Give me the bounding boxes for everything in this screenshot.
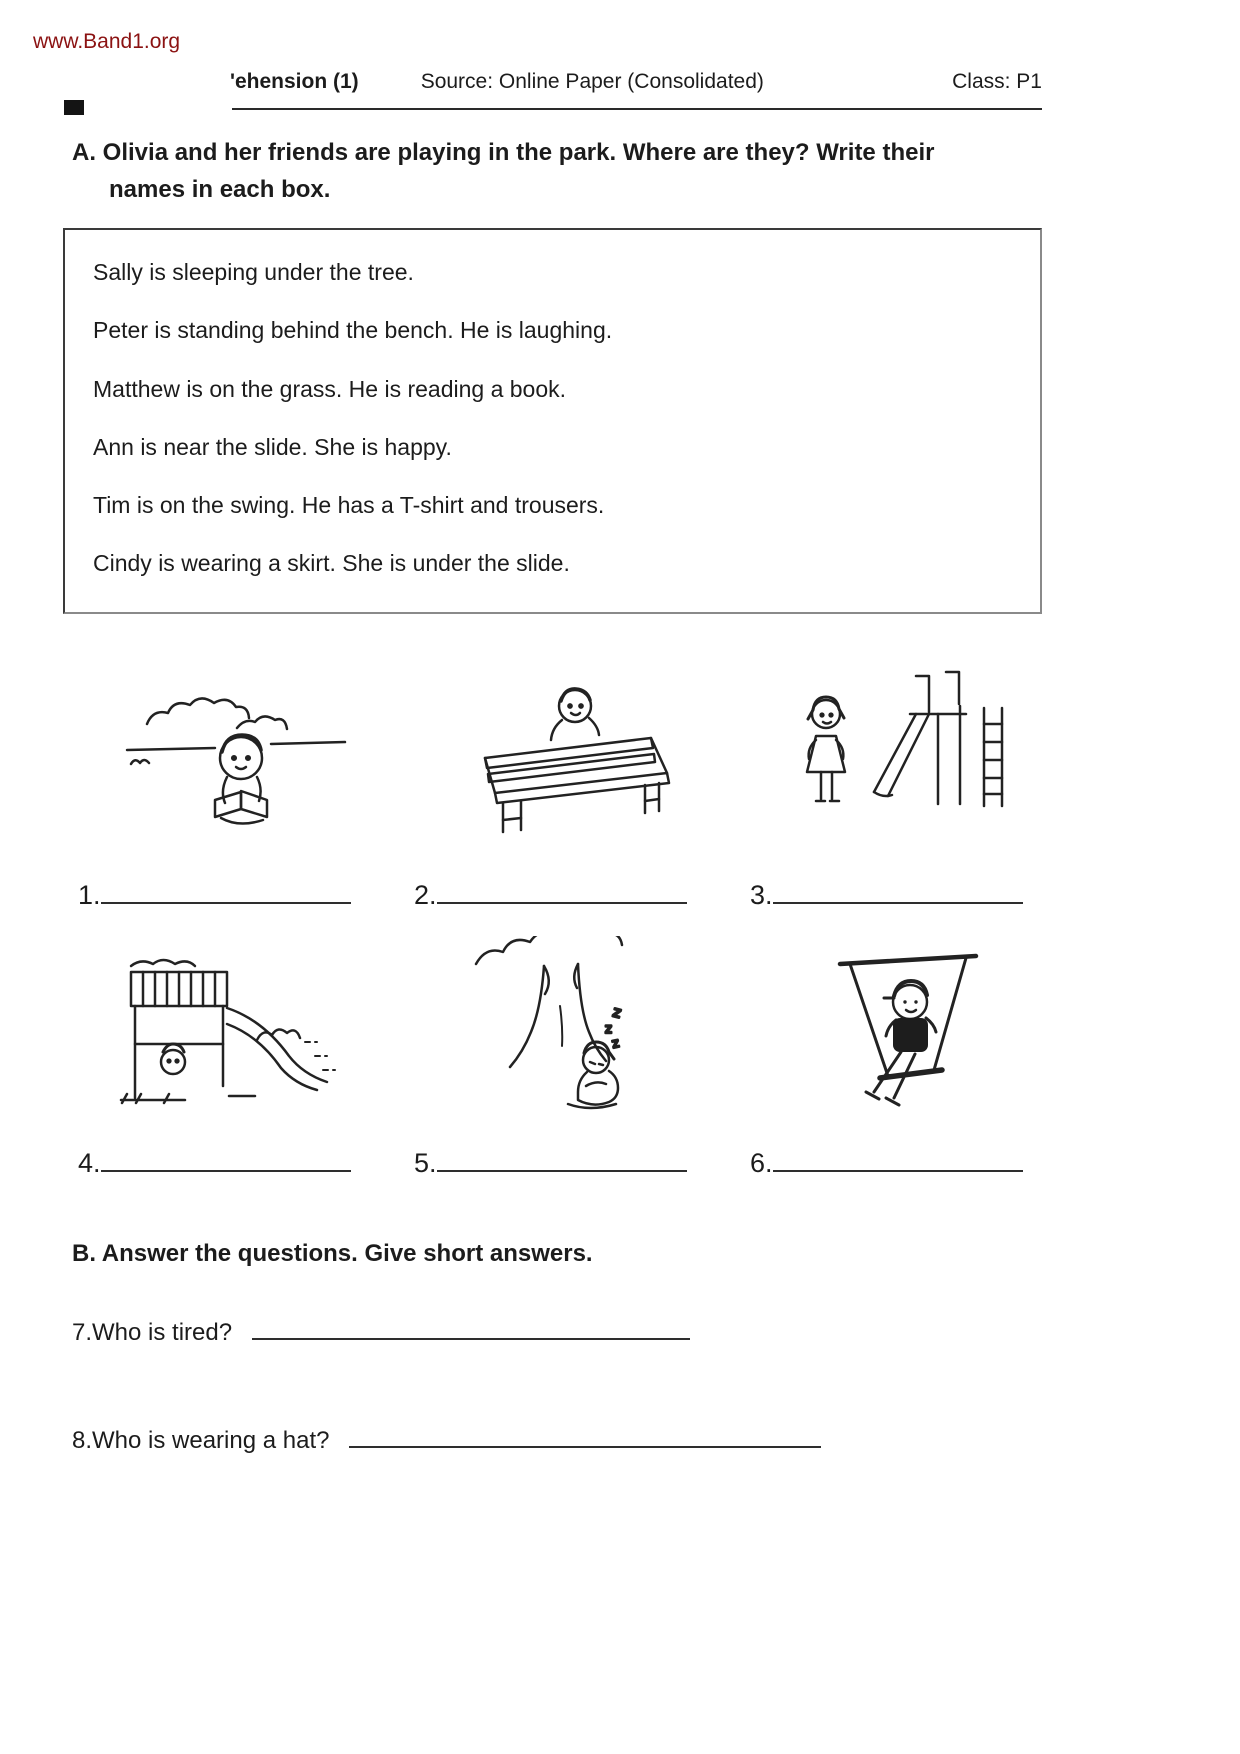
answer-blank-4 bbox=[78, 1148, 414, 1179]
answer-blank-2 bbox=[414, 880, 750, 911]
watermark: www.Band1.org bbox=[33, 30, 181, 53]
answer-blanks-row-1 bbox=[78, 880, 1088, 911]
svg-text:z: z bbox=[610, 1035, 621, 1052]
page-header bbox=[230, 70, 1042, 94]
answer-line bbox=[437, 882, 687, 904]
answer-blank-3 bbox=[750, 880, 1086, 911]
illustration-row-1 bbox=[66, 652, 1076, 842]
girl-near-slide-icon bbox=[786, 660, 1026, 842]
blank-number: 1. bbox=[78, 880, 101, 910]
boy-behind-bench-icon bbox=[455, 680, 685, 842]
answer-line bbox=[773, 1150, 1023, 1172]
blank-number: 4. bbox=[78, 1148, 101, 1178]
question-7 bbox=[72, 1316, 690, 1347]
header-divider bbox=[232, 108, 1042, 110]
svg-text:z: z bbox=[611, 1002, 624, 1022]
question-8-label: 8.Who is wearing a hat? bbox=[72, 1427, 330, 1454]
sentence-sally: Sally is sleeping under the tree. bbox=[93, 259, 414, 285]
blank-number: 5. bbox=[414, 1148, 437, 1178]
blank-number: 2. bbox=[414, 880, 437, 910]
answer-blank-5 bbox=[414, 1148, 750, 1179]
sentence-ann: Ann is near the slide. She is happy. bbox=[93, 433, 452, 460]
illustration-girl-standing-near-slide bbox=[738, 652, 1074, 842]
question-7-answer-line bbox=[252, 1316, 690, 1340]
illustration-boy-on-swing bbox=[738, 928, 1074, 1128]
answer-line bbox=[773, 882, 1023, 904]
paper-title-partial: 'ehension (1) bbox=[230, 70, 359, 93]
playground-slide-icon bbox=[109, 944, 359, 1128]
illustration-girl-sleeping-under-tree bbox=[402, 928, 738, 1128]
illustration-row-2 bbox=[66, 928, 1076, 1128]
illustration-child-under-playground-slide bbox=[66, 928, 402, 1128]
sentence-box bbox=[63, 228, 1042, 614]
answer-line bbox=[437, 1150, 687, 1172]
blank-number: 3. bbox=[750, 880, 773, 910]
sleeping-under-tree-icon bbox=[460, 936, 680, 1128]
blank-number: 6. bbox=[750, 1148, 773, 1178]
sentence-tim: Tim is on the swing. He has a T-shirt and trousers. bbox=[93, 492, 605, 519]
answer-blank-6 bbox=[750, 1148, 1086, 1179]
illustration-boy-standing-behind-bench bbox=[402, 652, 738, 842]
sentence-matthew: Matthew is on the grass. He is reading a book. bbox=[93, 375, 567, 402]
answer-line bbox=[101, 882, 351, 904]
class-label: Class: P1 bbox=[952, 70, 1042, 93]
answer-blank-1 bbox=[78, 880, 414, 911]
answer-line bbox=[101, 1150, 351, 1172]
answer-blanks-row-2 bbox=[78, 1148, 1088, 1179]
svg-text:z: z bbox=[605, 1022, 612, 1037]
section-a-heading: A. Olivia and her friends are playing in the park. Where are they? Write their names in each box. bbox=[72, 139, 935, 204]
boy-reading-icon bbox=[119, 670, 349, 842]
sentence-peter: Peter is standing behind the bench. He is laughing. bbox=[93, 317, 613, 344]
section-b-heading: B. Answer the questions. Give short answers. bbox=[72, 1240, 593, 1267]
question-7-label: 7.Who is tired? bbox=[72, 1319, 233, 1346]
question-8-answer-line bbox=[349, 1424, 821, 1448]
illustration-boy-reading-book-on-grass bbox=[66, 652, 402, 842]
scan-artifact bbox=[64, 100, 84, 115]
sentence-cindy: Cindy is wearing a skirt. She is under the slide. bbox=[93, 550, 570, 577]
paper-source: Source: Online Paper (Consolidated) bbox=[420, 70, 764, 93]
question-8 bbox=[72, 1424, 821, 1455]
boy-on-swing-icon bbox=[806, 944, 1006, 1128]
